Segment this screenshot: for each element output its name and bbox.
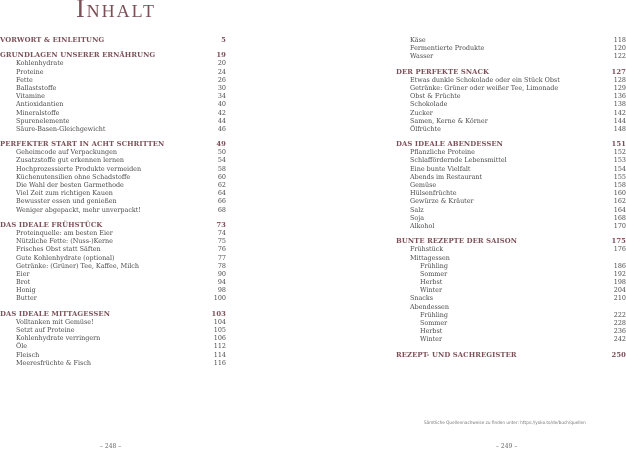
toc-entry-title: Butter (16, 294, 37, 303)
toc-entry-title: Gute Kohlenhydrate (optional) (16, 253, 115, 262)
toc-entry-title: REZEPT- UND SACHREGISTER (396, 350, 517, 359)
toc-entry-title: Fette (16, 75, 33, 84)
toc-entry-page: 105 (213, 326, 226, 334)
toc-entry-title: Proteinquelle: am besten Eier (16, 228, 113, 237)
toc-entry[interactable] (396, 100, 626, 108)
toc-entry-title: Frühling (420, 310, 449, 319)
toc-entry-page: 26 (217, 75, 226, 84)
toc-entry-title: DAS IDEALE FRÜHSTÜCK (0, 220, 103, 229)
toc-entry-title: DER PERFEKTE SNACK (396, 67, 490, 76)
toc-entry[interactable] (0, 148, 226, 156)
toc-entry[interactable] (396, 254, 626, 262)
toc-entry[interactable] (396, 294, 626, 302)
toc-entry-title: Eier (16, 269, 30, 278)
toc-entry-page: 116 (213, 358, 226, 367)
toc-entry-title: Käse (410, 36, 426, 44)
toc-entry[interactable] (396, 125, 626, 133)
toc-entry-title: Sommer (420, 269, 448, 278)
toc-entry-page: 34 (217, 92, 226, 101)
toc-entry-title: Geheimcode auf Verpackungen (16, 148, 117, 157)
toc-entry-page: 46 (217, 124, 226, 133)
toc-entry-page: 103 (211, 309, 226, 318)
toc-entry-title: Vitamine (16, 92, 45, 101)
toc-entry-page: 144 (613, 116, 626, 125)
toc-entry-title: Frühling (420, 261, 449, 270)
toc-entry-title: Abends im Restaurant (410, 172, 483, 181)
toc-entry[interactable] (0, 165, 226, 173)
toc-entry[interactable] (396, 286, 626, 294)
toc-entry-title: Spurenelemente (16, 116, 70, 125)
toc-entry-title: Zusatzstoffe gut erkennen lernen (16, 156, 124, 165)
toc-entry-page: 128 (613, 75, 626, 84)
toc-entry[interactable] (0, 359, 226, 367)
toc-entry-title: Alkohol (410, 221, 435, 230)
toc-entry-page: 114 (213, 350, 226, 359)
toc-entry-title: Meeresfrüchte & Fisch (16, 358, 92, 367)
toc-entry[interactable] (396, 327, 626, 335)
toc-entry[interactable] (0, 197, 226, 205)
toc-entry-page: 148 (613, 124, 626, 133)
toc-entry[interactable] (0, 109, 226, 117)
toc-entry-title: Weniger abgepackt, mehr unverpackt! (16, 205, 141, 214)
toc-entry-page: 42 (217, 108, 226, 117)
toc-entry-page: 122 (613, 52, 626, 61)
toc-entry-page: 228 (613, 319, 626, 327)
toc-entry-title: Frisches Obst statt Säften (16, 245, 101, 254)
toc-entry-page: 127 (611, 67, 626, 76)
toc-entry[interactable] (396, 156, 626, 164)
toc-entry-title: Sommer (420, 319, 448, 327)
toc-entry-title: Winter (420, 335, 443, 344)
toc-entry-page: 160 (613, 189, 626, 198)
toc-entry-page: 158 (613, 181, 626, 189)
toc-entry[interactable] (396, 165, 626, 173)
toc-entry-page: 100 (213, 294, 226, 303)
toc-entry-page: 186 (613, 261, 626, 270)
toc-entry-title: Hülsenfrüchte (410, 189, 457, 198)
toc-entry-page: 98 (217, 286, 226, 295)
toc-section[interactable] (0, 36, 226, 44)
toc-entry-page: 60 (217, 172, 226, 181)
toc-entry-title: Nützliche Fette: (Nuss-)Kerne (16, 237, 113, 246)
toc-entry-title: Volltanken mit Gemüse! (16, 317, 94, 326)
toc-entry[interactable] (0, 262, 226, 270)
toc-entry[interactable] (396, 262, 626, 270)
toc-entry[interactable] (0, 76, 226, 84)
toc-entry[interactable] (0, 181, 226, 189)
toc-gap (396, 230, 626, 237)
toc-entry-page: 24 (217, 67, 226, 76)
toc-entry-title: Gemüse (410, 181, 437, 189)
toc-entry-page: 164 (613, 205, 626, 214)
toc-entry-page: 168 (613, 213, 626, 222)
toc-entry-page: 19 (216, 51, 226, 60)
page-number-right: – 249 – (496, 443, 518, 450)
toc-entry-page: 58 (217, 164, 226, 173)
toc-entry[interactable] (396, 84, 626, 92)
toc-entry-page: 78 (217, 261, 226, 270)
toc-entry-title: Salz (410, 205, 424, 214)
toc-entry-title: Ballaststoffe (16, 83, 57, 92)
toc-entry[interactable] (0, 245, 226, 253)
toc-entry-page: 129 (613, 83, 626, 92)
toc-entry-title: Fermentierte Produkte (410, 44, 485, 53)
sources-footnote: Sämtliche Quellennachweise zu finden unter: https://yoko.to/de/buch/quellen (424, 420, 586, 425)
toc-entry[interactable] (396, 181, 626, 189)
toc-entry-title: Soja (410, 213, 425, 222)
toc-entry[interactable] (0, 100, 226, 108)
toc-entry-title: DAS IDEALE ABENDESSEN (396, 140, 503, 149)
toc-entry[interactable] (0, 59, 226, 67)
toc-entry-title: Viel Zeit zum richtigen Kauen (16, 189, 113, 198)
toc-entry[interactable] (396, 76, 626, 84)
toc-entry-page: 151 (611, 140, 626, 149)
toc-entry-title: VORWORT & EINLEITUNG (0, 36, 105, 44)
toc-entry-title: Schlaffördernde Lebensmittel (410, 156, 507, 165)
toc-entry-page: 5 (221, 36, 226, 44)
toc-entry[interactable] (0, 189, 226, 197)
toc-entry-page: 170 (613, 221, 626, 230)
toc-section[interactable] (396, 351, 626, 359)
toc-entry[interactable] (0, 84, 226, 92)
toc-entry-title: Winter (420, 286, 443, 295)
toc-entry-title: Proteine (16, 67, 44, 76)
toc-entry-page: 155 (613, 172, 626, 181)
toc-entry[interactable] (396, 92, 626, 100)
toc-entry[interactable] (396, 311, 626, 319)
toc-entry[interactable] (0, 92, 226, 100)
toc-entry[interactable] (0, 68, 226, 76)
toc-entry-page: 20 (217, 59, 226, 68)
toc-entry-title: Schokolade (410, 100, 448, 109)
toc-entry-title: Die Wahl der besten Garmethode (16, 181, 124, 189)
toc-entry-page: 222 (613, 310, 626, 319)
toc-entry-page: 162 (613, 197, 626, 206)
toc-entry-page: 74 (217, 228, 226, 237)
toc-entry-title: Säure-Basen-Gleichgewicht (16, 124, 106, 133)
toc-entry-page: 77 (217, 253, 226, 262)
toc-entry-page: 90 (217, 269, 226, 278)
toc-entry-page: 49 (216, 140, 226, 149)
toc-section[interactable] (396, 68, 626, 76)
toc-entry[interactable] (396, 214, 626, 222)
toc-entry-title: Kohlenhydrate (16, 59, 64, 68)
toc-section[interactable] (0, 51, 226, 59)
toc-entry-page: 204 (613, 286, 626, 295)
toc-entry[interactable] (396, 278, 626, 286)
toc-entry-page: 73 (216, 220, 226, 229)
toc-entry[interactable] (396, 197, 626, 205)
toc-entry[interactable] (0, 286, 226, 294)
toc-entry-page: 120 (613, 44, 626, 53)
toc-entry-title: Mittagessen (410, 253, 450, 262)
toc-section[interactable] (396, 140, 626, 148)
toc-entry[interactable] (396, 109, 626, 117)
toc-entry[interactable] (396, 148, 626, 156)
toc-entry-title: Honig (16, 286, 36, 295)
toc-entry-title: Frühstück (410, 245, 444, 254)
toc-entry-title: Getränke: Grüner oder weißer Tee, Limonade (410, 83, 559, 92)
toc-entry[interactable] (396, 189, 626, 197)
toc-entry-title: Fleisch (16, 350, 40, 359)
toc-entry-title: Eine bunte Vielfalt (410, 164, 471, 173)
toc-entry-page: 66 (217, 197, 226, 206)
toc-entry-title: Öle (16, 342, 28, 351)
toc-entry-title: Bewusster essen und genießen (16, 197, 117, 206)
toc-entry[interactable] (0, 326, 226, 334)
toc-entry-page: 106 (213, 334, 226, 343)
toc-entry-title: GRUNDLAGEN UNSERER ERNÄHRUNG (0, 51, 156, 60)
toc-entry-page: 153 (613, 156, 626, 165)
toc-entry-page: 94 (217, 278, 226, 287)
toc-right-column (396, 36, 626, 359)
toc-entry-page: 176 (613, 245, 626, 254)
toc-entry-title: Gewürze & Kräuter (410, 197, 474, 206)
toc-entry-page: 152 (613, 148, 626, 157)
toc-gap (396, 61, 626, 68)
toc-entry-page: 30 (217, 83, 226, 92)
toc-entry-title: Snacks (410, 294, 434, 303)
toc-entry-page: 154 (613, 164, 626, 173)
toc-entry-title: Getränke: (Grüner) Tee, Kaffee, Milch (16, 261, 139, 270)
toc-entry-title: Herbst (420, 278, 443, 287)
toc-entry-page: 62 (217, 181, 226, 189)
toc-entry-page: 104 (213, 317, 226, 326)
toc-entry[interactable] (396, 303, 626, 311)
toc-entry-page: 50 (217, 148, 226, 157)
toc-entry-title: Setzt auf Proteine (16, 326, 75, 334)
toc-gap (396, 133, 626, 140)
toc-entry[interactable] (396, 335, 626, 343)
toc-entry[interactable] (0, 229, 226, 237)
toc-entry[interactable] (0, 156, 226, 164)
toc-entry-page: 112 (213, 342, 226, 351)
toc-entry-title: Hochprozessierte Produkte vermeiden (16, 164, 142, 173)
toc-entry-title: Antioxidantien (16, 100, 64, 109)
toc-entry-title: Etwas dunkle Schokolade oder ein Stück Obst (410, 75, 560, 84)
toc-gap (0, 303, 226, 310)
toc-entry-page: 142 (613, 108, 626, 117)
toc-entry-page: 242 (613, 335, 626, 344)
toc-entry-title: Obst & Früchte (410, 92, 461, 101)
toc-entry[interactable] (0, 294, 226, 302)
toc-entry-page: 250 (611, 350, 626, 359)
toc-entry-title: Abendessen (410, 302, 449, 311)
toc-entry-page: 54 (217, 156, 226, 165)
toc-entry-title: PERFEKTER START IN ACHT SCHRITTEN (0, 140, 165, 149)
page-title: Inhalt (76, 0, 156, 23)
toc-entry-page: 136 (613, 92, 626, 101)
toc-entry-title: Wasser (410, 52, 434, 61)
toc-entry-page: 175 (611, 237, 626, 246)
toc-entry-title: BUNTE REZEPTE DER SAISON (396, 237, 518, 246)
toc-entry-page: 236 (613, 327, 626, 336)
toc-entry[interactable] (396, 270, 626, 278)
toc-section[interactable] (0, 221, 226, 229)
toc-entry[interactable] (0, 270, 226, 278)
toc-entry[interactable] (0, 254, 226, 262)
toc-entry[interactable] (0, 334, 226, 342)
toc-entry[interactable] (396, 52, 626, 60)
toc-entry-page: 210 (613, 294, 626, 303)
toc-entry[interactable] (0, 117, 226, 125)
toc-entry[interactable] (396, 222, 626, 230)
toc-entry[interactable] (0, 206, 226, 214)
toc-entry-page: 138 (613, 100, 626, 109)
toc-entry-title: Mineralstoffe (16, 108, 60, 117)
toc-entry[interactable] (396, 36, 626, 44)
toc-entry-page: 76 (217, 245, 226, 254)
toc-entry[interactable] (396, 319, 626, 327)
page-number-left: – 248 – (100, 443, 122, 450)
toc-entry[interactable] (396, 173, 626, 181)
toc-entry[interactable] (396, 44, 626, 52)
toc-entry[interactable] (0, 237, 226, 245)
toc-entry-page: 68 (217, 205, 226, 214)
toc-entry[interactable] (396, 245, 626, 253)
toc-entry[interactable] (0, 125, 226, 133)
toc-entry[interactable] (0, 173, 226, 181)
toc-gap (0, 214, 226, 221)
toc-left-column (0, 36, 226, 367)
toc-entry-title: Brot (16, 278, 31, 287)
toc-entry[interactable] (0, 278, 226, 286)
toc-gap (396, 344, 626, 351)
toc-entry-title: DAS IDEALE MITTAGESSEN (0, 309, 111, 318)
toc-entry-title: Pflanzliche Proteine (410, 148, 475, 157)
toc-entry-page: 192 (613, 269, 626, 278)
toc-entry-title: Ölfrüchte (410, 124, 441, 133)
toc-entry-page: 40 (217, 100, 226, 109)
toc-entry-page: 75 (217, 237, 226, 246)
toc-entry-title: Herbst (420, 327, 443, 336)
toc-entry[interactable] (396, 206, 626, 214)
toc-entry-title: Zucker (410, 108, 433, 117)
toc-entry-page: 64 (217, 189, 226, 198)
toc-entry-title: Samen, Kerne & Körner (410, 116, 488, 125)
toc-entry-title: Küchenutensilien ohne Schadstoffe (16, 172, 131, 181)
toc-entry[interactable] (0, 342, 226, 350)
toc-entry-page: 44 (217, 116, 226, 125)
toc-entry[interactable] (396, 117, 626, 125)
toc-entry-page: 198 (613, 278, 626, 287)
toc-gap (0, 133, 226, 140)
toc-section[interactable] (0, 140, 226, 148)
toc-entry-page: 118 (613, 36, 626, 44)
toc-section[interactable] (0, 310, 226, 318)
toc-entry[interactable] (0, 351, 226, 359)
toc-section[interactable] (396, 237, 626, 245)
toc-entry[interactable] (0, 318, 226, 326)
toc-entry-title: Kohlenhydrate verringern (16, 334, 101, 343)
